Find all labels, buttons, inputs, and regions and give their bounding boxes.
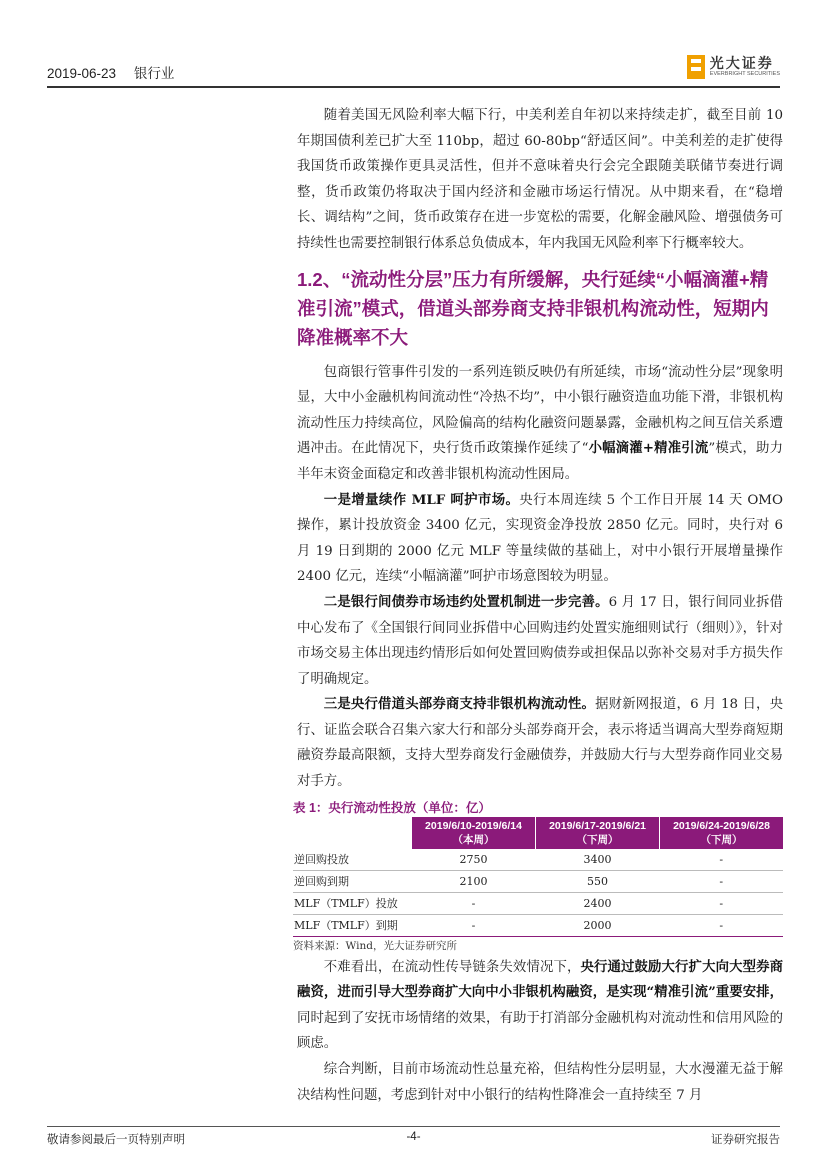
point-one-lead: 一是增量续作 MLF 呵护市场。 xyxy=(323,491,520,508)
point-three-lead: 三是央行借道头部券商支持非银机构流动性。 xyxy=(323,696,596,713)
table-cell: - xyxy=(660,914,783,936)
table-row xyxy=(293,914,783,936)
point-two-lead: 二是银行间债券市场违约处置机制进一步完善。 xyxy=(323,593,609,610)
table-cell: 2100 xyxy=(412,870,536,892)
logo-cn-text: 光大证券 xyxy=(709,55,774,72)
table-row xyxy=(293,892,783,914)
table-title: 表 1：央行流动性投放（单位：亿） xyxy=(293,800,491,815)
table-cell: 3400 xyxy=(536,849,660,871)
table-cell: 550 xyxy=(536,870,660,892)
table-header-empty xyxy=(293,817,412,849)
row-label: MLF（TMLF）投放 xyxy=(293,892,412,914)
table-header-col-1: 2019/6/10-2019/6/14 （本周） xyxy=(412,817,536,849)
section-heading-1-2: 1.2、“流动性分层”压力有所缓解，央行延续“小幅滴灌+精准引流”模式，借道头部券商支持非银机构流动性，短期内降准概率不大 xyxy=(297,268,769,348)
paragraph-conclusion: 综合判断，目前市场流动性总量充裕，但结构性分层明显，大水漫灌无益于解决结构性问题，考虑到针对中小银行的结构性降准会一直持续至 7 月 xyxy=(297,1062,783,1103)
main-content xyxy=(293,103,784,1108)
table-source: 资料来源：Wind，光大证券研究所 xyxy=(293,939,457,952)
row-label: 逆回购到期 xyxy=(293,870,412,892)
table-header-col-3: 2019/6/24-2019/6/28 （下周） xyxy=(660,817,783,849)
table-cell: 2000 xyxy=(536,914,660,936)
table-cell: 2400 xyxy=(536,892,660,914)
table-cell: - xyxy=(660,892,783,914)
paragraph-analysis: 不难看出，在流动性传导链条失效情况下，央行通过鼓励大行扩大向大型券商融资，进而引导大型券商扩大向中小非银机构融资，是实现“精准引流”重要安排，同时起到了安抚市场情绪的效果，有助于打消部分金融机构对流动性和信用风险的顾虑。 xyxy=(297,958,784,1052)
paragraph-point-one: 一是增量续作 MLF 呵护市场。央行本周连续 5 个工作日开展 14 天 OMO 操作，累计投放资金 3400 亿元，实现资金净投放 2850 亿元。同时，央行对 6 月 19 日到期的 2000 亿元 MLF 等量续做的基础上，对中小银行开展增量操作 2400 亿元，连续“小幅滴灌”呵护市场意图较为明显。 xyxy=(297,491,783,585)
paragraph-liquidity-stratification: 包商银行管事件引发的一系列连锁反映仍有所延续，市场“流动性分层”现象明显，大中小金融机构间流动性“冷热不均”，中小银行融资造血功能下滑，非银机构流动性压力持续高位，风险偏高的结构化融资问题暴露，金融机构之间互信关系遭遇冲击。在此情况下，央行货币政策操作延续了“小幅滴灌+精准引流”模式，助力半年末资金面稳定和改善非银机构流动性困局。 xyxy=(297,364,783,482)
header-meta xyxy=(47,62,188,82)
logo-en-text: EVERBRIGHT SECURITIES xyxy=(709,71,780,78)
row-label: MLF（TMLF）到期 xyxy=(293,914,412,936)
report-date: 2019-06-23 xyxy=(47,66,117,81)
header-divider xyxy=(47,86,780,88)
table-cell: - xyxy=(660,849,783,871)
table-cell: - xyxy=(412,914,536,936)
industry-label: 银行业 xyxy=(133,66,175,81)
company-logo xyxy=(687,52,780,82)
footer-report-type: 证券研究报告 xyxy=(711,1134,780,1146)
page-number: -4- xyxy=(406,1131,421,1143)
footer-divider xyxy=(47,1126,780,1127)
paragraph-point-three: 三是央行借道头部券商支持非银机构流动性。据财新网报道，6 月 18 日，央行、证监会联合召集六家大行和部分头部券商开会，表示将适当调高大型券商短期融资券最高限额，支持大型券商发行金融债券，并鼓励大行与大型券商作同业交易对手方。 xyxy=(297,696,784,790)
bold-phrase-arrangement: 央行通过鼓励大行扩大向大型券商融资，进而引导大型券商扩大向中小非银机构融资，是实现“精准引流”重要安排， xyxy=(297,958,784,1001)
liquidity-table xyxy=(293,817,783,937)
table-header-col-2: 2019/6/17-2019/6/21 （下周） xyxy=(536,817,660,849)
bold-phrase-drip: 小幅滴灌+精准引流 xyxy=(588,440,709,457)
table-row xyxy=(293,870,783,892)
table-row xyxy=(293,849,783,871)
table-header-row xyxy=(293,817,783,849)
page-header xyxy=(47,52,780,86)
table-cell: 2750 xyxy=(412,849,536,871)
paragraph-rate-spread: 随着美国无风险利率大幅下行，中美利差自年初以来持续走扩，截至目前 10 年期国债利差已扩大至 110bp，超过 60-80bp“舒适区间”。中美利差的走扩使得我国货币政策操作更具灵活性，但并不意味着央行会完全跟随美联储节奏进行调整，货币政策仍将取决于国内经济和金融市场运行情况。从中期来看，在“稳增长、调结构”之间，货币政策存在进一步宽松的需要，化解金融风险、增强债务可持续性也需要控制银行体系总负债成本，年内我国无风险利率下行概率较大。 xyxy=(297,108,783,251)
table-cell: - xyxy=(412,892,536,914)
row-label: 逆回购投放 xyxy=(293,849,412,871)
table-cell: - xyxy=(660,870,783,892)
logo-mark-icon xyxy=(687,55,705,79)
paragraph-point-two: 二是银行间债券市场违约处置机制进一步完善。6 月 17 日，银行间同业拆借中心发布了《全国银行间同业拆借中心回购违约处置实施细则试行（细则）》，针对市场交易主体出现违约情形后如何处置回购债券或担保品以弥补交易对手方损失作了明确规定。 xyxy=(297,593,784,687)
footer-disclaimer: 敬请参阅最后一页特别声明 xyxy=(47,1134,185,1146)
